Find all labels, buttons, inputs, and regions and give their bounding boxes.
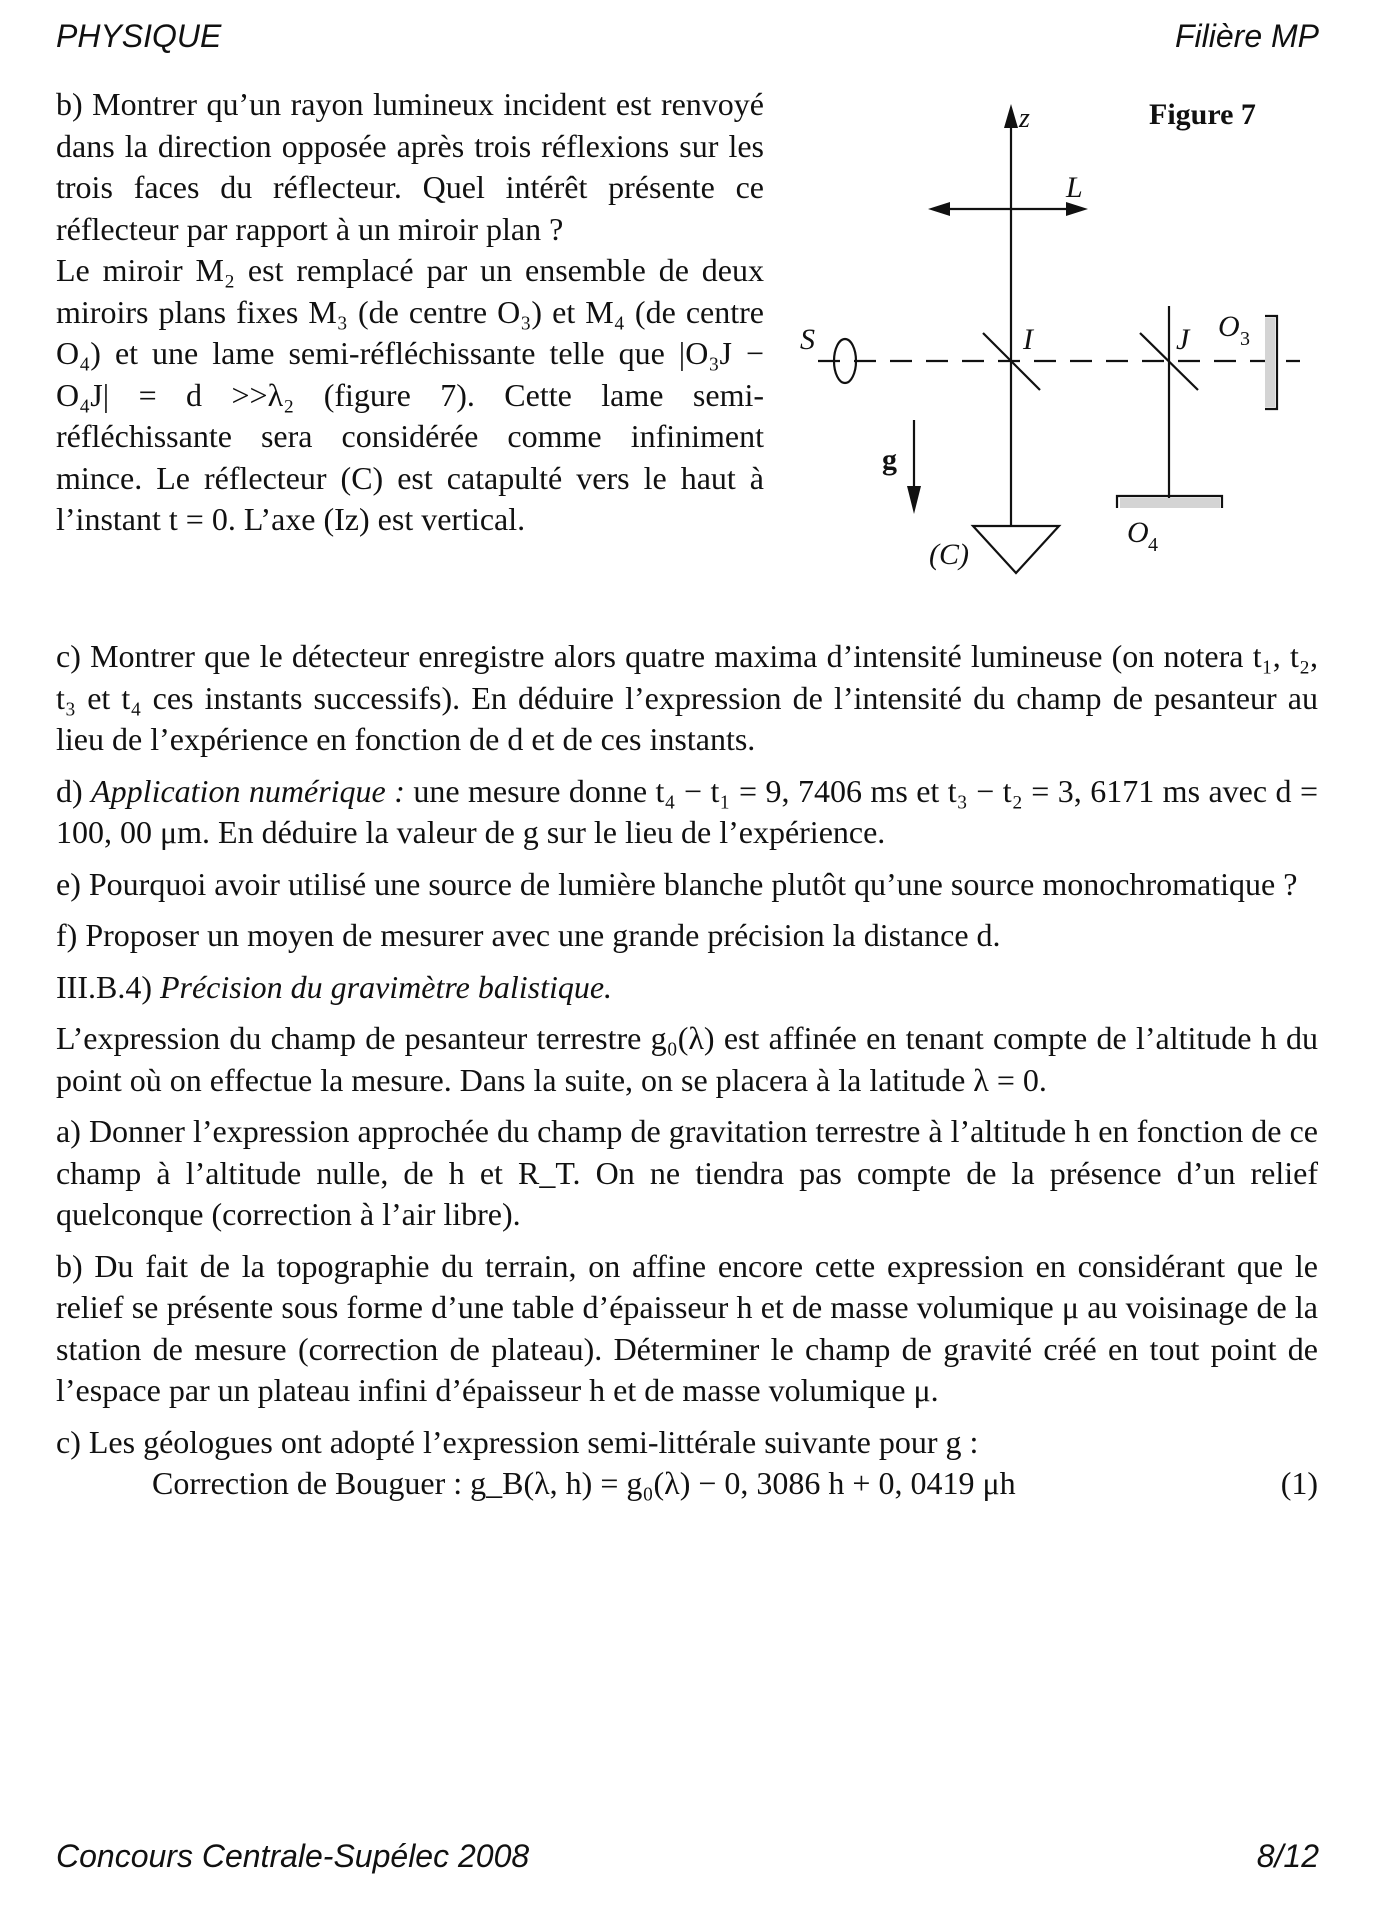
- mirror-m4-fill: [1120, 498, 1220, 508]
- label-j: J: [1176, 323, 1190, 356]
- footer-contest: Concours Centrale-Supélec 2008: [56, 1838, 530, 1874]
- question-d-label: d): [56, 772, 83, 809]
- question-b-plateau: b) Du fait de la topographie du terrain, on affine encore cette expression en considérant que le relief se présente sous forme d’une table d’épaisseur h et de masse volumique μ au voisinage de la station de mesure (correction de plateau). Déterminer le champ de gravité créé en tout point de l’espace par un plateau infini d’épaisseur h et de masse volumique μ.: [56, 1247, 1318, 1408]
- question-b-reflector: b) Montrer qu’un rayon lumineux incident est renvoyé dans la direction opposée après trois réflexions sur les trois faces du réflecteur. Quel intérêt présente ce réflecteur par rapport à un miroir plan ?: [56, 86, 764, 247]
- equation-number: (1): [1280, 1465, 1318, 1501]
- section-intro-paragraph: L’expression du champ de pesanteur terrestre g₀(λ) est affinée en tenant compte de l’altitude h du point où on effectue la mesure. Dans la suite, on se placera à la latitude λ = 0.: [56, 1020, 1318, 1098]
- figure-7-diagram: [778, 96, 1318, 592]
- intro-column: [56, 84, 764, 541]
- label-o4: O: [1127, 516, 1149, 549]
- question-d-application-label: Application numérique :: [91, 772, 405, 809]
- question-d-numeric: [56, 771, 1318, 854]
- question-d-text: une mesure donne t₄ − t₁ = 9, 7406 ms et t₃ − t₂ = 3, 6171 ms avec d = 100, 00 μm. En déduire la valeur de g sur le lieu de l’expérience.: [56, 772, 1319, 850]
- header-subject: PHYSIQUE: [56, 18, 222, 54]
- equation-text: Correction de Bouguer : g_B(λ, h) = g₀(λ) − 0, 3086 h + 0, 0419 μh: [152, 1465, 1016, 1501]
- g-arrowhead: [907, 486, 921, 514]
- question-a-altitude: a) Donner l’expression approchée du champ de gravitation terrestre à l’altitude h en fonction de ce champ à l’altitude nulle, de h et R_T. On ne tiendra pas compte de la présence d’un relief quelconque (correction à l’air libre).: [56, 1113, 1318, 1232]
- section-heading: [56, 967, 1318, 1009]
- equation-bouguer: [56, 1463, 1318, 1507]
- lens-right-arrowhead: [1066, 202, 1088, 216]
- main-text: [56, 636, 1318, 1507]
- label-g: g: [882, 443, 897, 476]
- label-l: L: [1066, 171, 1083, 204]
- lens-left-arrowhead: [928, 202, 950, 216]
- label-s: S: [800, 323, 815, 356]
- label-c: (C): [929, 538, 969, 571]
- axis-z-arrowhead: [1004, 104, 1018, 128]
- label-o4-sub: 4: [1148, 534, 1158, 556]
- label-z: z: [1019, 103, 1030, 134]
- mirror-m3-fill: [1265, 318, 1275, 407]
- section-number: III.B.4): [56, 968, 152, 1005]
- label-o3: O: [1218, 310, 1240, 343]
- question-e-white-light: e) Pourquoi avoir utilisé une source de lumière blanche plutôt qu’une source monochromatique ?: [56, 865, 1298, 902]
- question-c-maxima: c) Montrer que le détecteur enregistre alors quatre maxima d’intensité lumineuse (on notera t₁, t₂, t₃ et t₄ ces instants successifs). En déduire l’expression de l’intensité du champ de pesanteur au lieu de l’expérience en fonction de d et de ces instants.: [56, 638, 1318, 757]
- footer-page-number: 8/12: [1256, 1838, 1319, 1874]
- section-title: Précision du gravimètre balistique.: [159, 968, 613, 1005]
- reflector-c-triangle: [973, 526, 1059, 573]
- label-i: I: [1023, 323, 1033, 356]
- figure-title: Figure 7: [1149, 98, 1256, 131]
- question-c-bouguer: c) Les géologues ont adopté l’expression semi-littérale suivante pour g :: [56, 1423, 979, 1460]
- mirror-setup-paragraph: Le miroir M₂ est remplacé par un ensemble de deux miroirs plans fixes M₃ (de centre O₃) et M₄ (de centre O₄) et une lame semi-réfléchissante telle que |O₃J − O₄J| = d >>λ₂ (figure 7). Cette lame semi-réfléchissante sera considérée comme infiniment mince. Le réflecteur (C) est catapulté vers le haut à l’instant t = 0. L’axe (Iz) est vertical.: [56, 252, 764, 537]
- label-o3-sub: 3: [1240, 328, 1250, 350]
- question-f-measure-d: f) Proposer un moyen de mesurer avec une grande précision la distance d.: [56, 917, 1001, 953]
- header-track: Filière MP: [1174, 18, 1319, 54]
